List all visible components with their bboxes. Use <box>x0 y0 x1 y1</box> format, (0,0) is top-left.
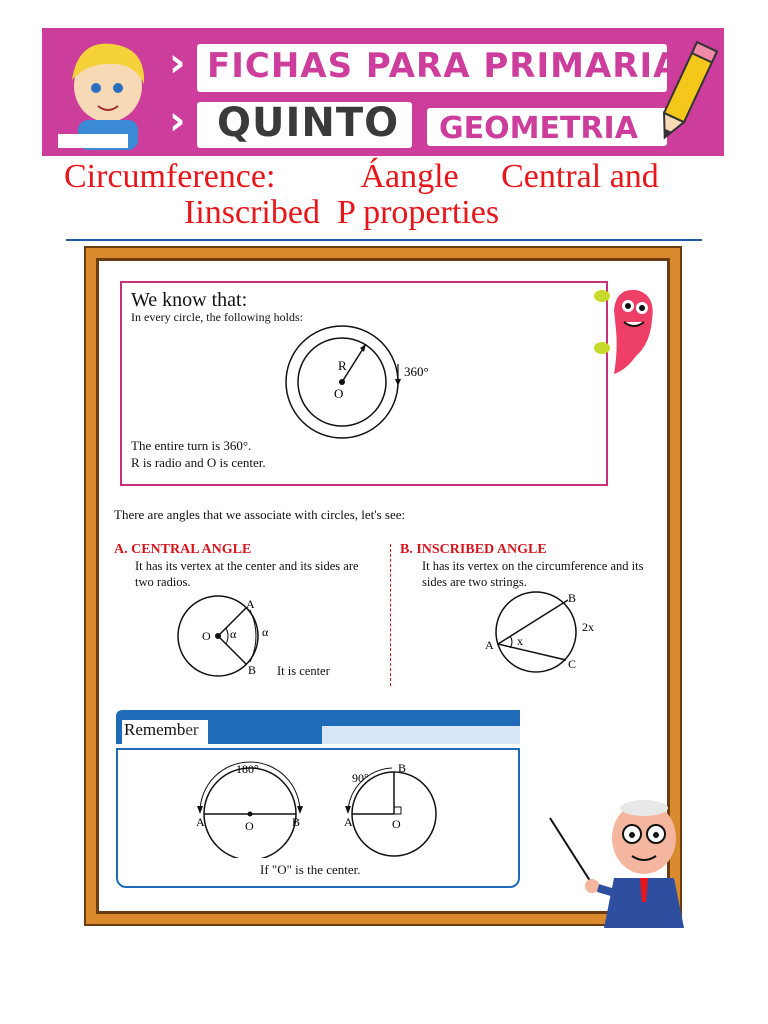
banner-grade: QUINTO <box>217 100 400 146</box>
chevron-right-icon: › <box>169 40 186 86</box>
chevron-right-icon: › <box>169 98 186 144</box>
central-alpha-outer: α <box>262 625 269 639</box>
label-360: 360° <box>404 364 429 379</box>
rem1-label-b: B <box>292 815 301 829</box>
monster-illustration <box>592 286 664 378</box>
central-title: A. CENTRAL ANGLE <box>114 542 252 557</box>
intro-text: There are angles that we associate with circles, let's see: <box>114 507 406 522</box>
label-r: R <box>338 358 347 373</box>
know-line-1: The entire turn is 360°. <box>131 438 252 453</box>
inscribed-title: B. INSCRIBED ANGLE <box>400 542 547 557</box>
semicircle-180-diagram <box>190 758 310 858</box>
label-o: O <box>334 386 344 401</box>
label-90: 90° <box>352 771 369 785</box>
inscribed-label-x: x <box>517 634 523 648</box>
inscribed-label-c: C <box>568 657 577 671</box>
banner-subject: GEOMETRIA <box>439 111 638 146</box>
banner-row-2 <box>169 98 717 150</box>
inscribed-label-b: B <box>568 591 577 605</box>
central-desc-1: It has its vertex at the center and its sides are <box>135 559 359 573</box>
circle-360-diagram <box>280 324 450 440</box>
divider <box>66 239 702 241</box>
rem2-label-a: A <box>344 815 353 829</box>
inscribed-desc-1: It has its vertex on the circumference and its <box>422 559 644 573</box>
rem2-label-o: O <box>392 817 401 831</box>
know-line-2: R is radio and O is center. <box>131 455 266 470</box>
pencil-icon <box>652 38 718 150</box>
central-label-a: A <box>246 597 255 611</box>
rem1-label-a: A <box>196 815 205 829</box>
quarter-90-diagram <box>340 758 450 858</box>
rem2-label-b: B <box>398 761 407 775</box>
inscribed-label-2x: 2x <box>582 620 594 634</box>
inscribed-angle-diagram <box>480 590 610 676</box>
child-illustration <box>48 34 168 152</box>
inscribed-desc-2: sides are two strings. <box>422 575 527 589</box>
banner-row-1 <box>169 38 717 94</box>
page-title-line2: Iinscribed P properties <box>184 194 500 231</box>
remember-header-accent <box>322 726 520 744</box>
know-heading: We know that: <box>131 289 248 311</box>
page-title: Circumference: Áangle Central and <box>64 158 659 195</box>
inscribed-label-a: A <box>485 638 494 652</box>
label-180: 180° <box>236 762 259 776</box>
central-alpha-inner: α <box>230 627 237 641</box>
section-divider <box>390 544 391 686</box>
central-note: It is center <box>277 664 330 678</box>
central-desc-2: two radios. <box>135 575 191 589</box>
rem1-label-o: O <box>245 819 254 833</box>
remember-footer: If "O" is the center. <box>260 862 361 877</box>
central-label-o: O <box>202 629 211 643</box>
teacher-illustration <box>548 798 708 928</box>
central-label-b: B <box>248 663 257 677</box>
know-intro: In every circle, the following holds: <box>131 310 303 324</box>
remember-label: Remember <box>124 720 199 739</box>
banner-title: FICHAS PARA PRIMARIA <box>207 46 681 86</box>
header-banner <box>42 28 724 156</box>
